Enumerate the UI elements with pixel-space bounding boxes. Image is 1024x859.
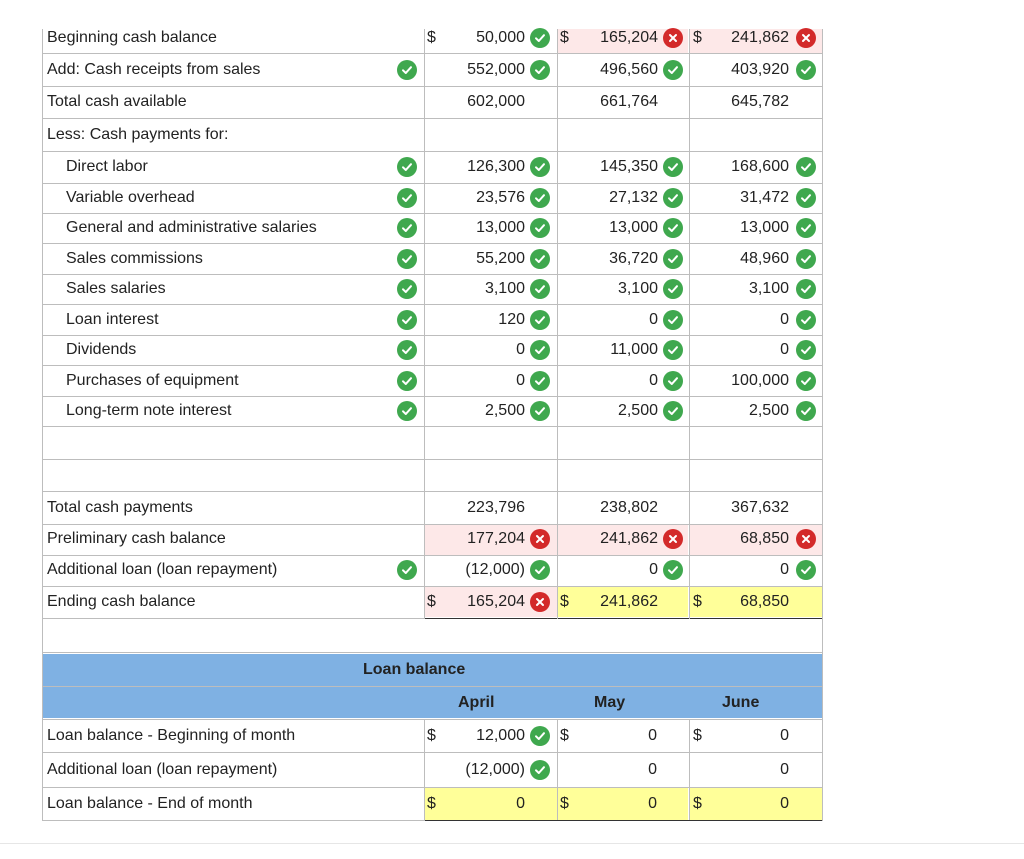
month-header-april: April: [458, 694, 495, 711]
value-cell[interactable]: 48,960: [740, 250, 789, 267]
grid-line-h: [42, 555, 823, 556]
row-label: Sales salaries: [66, 280, 166, 297]
value-cell[interactable]: 2,500: [617, 402, 658, 419]
grid-line-h: [42, 243, 823, 244]
value-cell[interactable]: 645,782: [731, 93, 789, 110]
value-cell[interactable]: 3,100: [748, 280, 789, 297]
cross-icon: [530, 529, 550, 549]
row-label: Additional loan (loan repayment): [47, 561, 278, 578]
check-icon: [796, 218, 816, 238]
value-cell[interactable]: 602,000: [467, 93, 525, 110]
currency-symbol: $: [693, 29, 702, 46]
grid-line-h: [42, 335, 823, 336]
grid-line-h: [42, 183, 823, 184]
check-icon: [796, 279, 816, 299]
value-cell[interactable]: 2,500: [484, 402, 525, 419]
value-cell[interactable]: 223,796: [467, 499, 525, 516]
check-icon: [530, 560, 550, 580]
check-icon: [796, 560, 816, 580]
grid-line-h: [42, 459, 823, 460]
value-cell[interactable]: 23,576: [476, 189, 525, 206]
grid-line-v: [42, 29, 43, 821]
value-cell[interactable]: (12,000): [465, 561, 525, 578]
check-icon: [530, 28, 550, 48]
grid-line-h: [42, 426, 823, 427]
value-cell[interactable]: 55,200: [476, 250, 525, 267]
row-label: Variable overhead: [66, 189, 195, 206]
row-label: Loan interest: [66, 311, 159, 328]
value-cell[interactable]: 0: [649, 311, 658, 328]
grid-line-h: [42, 396, 823, 397]
value-cell[interactable]: 165,204: [467, 593, 525, 610]
row-label: Purchases of equipment: [66, 372, 239, 389]
value-cell[interactable]: 3,100: [484, 280, 525, 297]
value-cell[interactable]: 0: [649, 561, 658, 578]
currency-symbol: $: [560, 795, 569, 812]
grid-line-h: [42, 365, 823, 366]
check-icon: [796, 310, 816, 330]
value-cell[interactable]: (12,000): [465, 761, 525, 778]
value-cell[interactable]: 100,000: [731, 372, 789, 389]
cross-icon: [796, 529, 816, 549]
value-cell[interactable]: 68,850: [740, 530, 789, 547]
check-icon: [796, 157, 816, 177]
cross-icon: [530, 592, 550, 612]
value-cell[interactable]: 0: [516, 795, 525, 812]
row-label: Preliminary cash balance: [47, 530, 226, 547]
value-cell[interactable]: 165,204: [600, 29, 658, 46]
value-cell[interactable]: 11,000: [610, 341, 658, 358]
value-cell[interactable]: 552,000: [467, 61, 525, 78]
check-icon: [397, 560, 417, 580]
value-cell[interactable]: 168,600: [731, 158, 789, 175]
value-cell[interactable]: 177,204: [467, 530, 525, 547]
row-label: Total cash available: [47, 93, 187, 110]
value-cell[interactable]: 0: [780, 761, 789, 778]
currency-symbol: $: [560, 29, 569, 46]
value-cell[interactable]: 0: [780, 727, 789, 744]
grid-line-h: [42, 652, 823, 653]
value-cell[interactable]: 0: [648, 795, 657, 812]
check-icon: [397, 279, 417, 299]
value-cell[interactable]: 13,000: [740, 219, 789, 236]
cross-icon: [796, 28, 816, 48]
currency-symbol: $: [427, 593, 436, 610]
check-icon: [397, 340, 417, 360]
check-icon: [530, 157, 550, 177]
loan-balance-title: Loan balance: [363, 661, 466, 678]
check-icon: [397, 371, 417, 391]
grid-line-h: [42, 274, 823, 275]
row-label: Add: Cash receipts from sales: [47, 61, 261, 78]
check-icon: [397, 218, 417, 238]
value-cell[interactable]: 31,472: [740, 189, 789, 206]
grid-line-h: [42, 53, 823, 54]
check-icon: [796, 249, 816, 269]
grid-line-h: [42, 86, 823, 87]
page-divider: [0, 843, 1024, 844]
row-label: Long-term note interest: [66, 402, 232, 419]
value-cell[interactable]: 68,850: [740, 593, 789, 610]
currency-symbol: $: [427, 727, 436, 744]
check-icon: [530, 60, 550, 80]
check-icon: [397, 249, 417, 269]
grid-line-h: [42, 787, 823, 788]
row-label: Loan balance - End of month: [47, 795, 253, 812]
value-cell[interactable]: 3,100: [617, 280, 658, 297]
value-cell[interactable]: 0: [780, 341, 789, 358]
grid-line-v: [822, 29, 823, 821]
row-label: Sales commissions: [66, 250, 203, 267]
grid-line-h: [42, 118, 823, 119]
value-cell[interactable]: 496,560: [600, 61, 658, 78]
check-icon: [530, 401, 550, 421]
check-icon: [530, 371, 550, 391]
row-label: General and administrative salaries: [66, 219, 317, 236]
check-icon: [530, 340, 550, 360]
grid-line-h: [42, 304, 823, 305]
check-icon: [530, 188, 550, 208]
value-cell[interactable]: 120: [498, 311, 525, 328]
check-icon: [796, 371, 816, 391]
check-icon: [530, 218, 550, 238]
loan-month-header-bar: [42, 687, 822, 718]
month-header-may: May: [594, 694, 626, 711]
currency-symbol: $: [693, 727, 702, 744]
value-cell[interactable]: 0: [780, 311, 789, 328]
check-icon: [796, 340, 816, 360]
row-label: Ending cash balance: [47, 593, 196, 610]
grid-line-h: [42, 151, 823, 152]
value-cell[interactable]: 403,920: [731, 61, 789, 78]
row-label: Dividends: [66, 341, 137, 358]
check-icon: [530, 279, 550, 299]
value-cell[interactable]: 367,632: [731, 499, 789, 516]
row-label: Less: Cash payments for:: [47, 126, 229, 143]
value-cell[interactable]: 126,300: [467, 158, 525, 175]
value-cell[interactable]: 145,350: [600, 158, 658, 175]
grid-line-h: [42, 686, 823, 687]
currency-symbol: $: [693, 795, 702, 812]
value-cell[interactable]: 661,764: [600, 93, 658, 110]
value-cell[interactable]: 0: [649, 372, 658, 389]
grid-line-h: [425, 820, 823, 821]
value-cell[interactable]: 0: [780, 795, 789, 812]
currency-symbol: $: [427, 795, 436, 812]
value-cell[interactable]: 0: [648, 727, 657, 744]
month-header-june: June: [722, 694, 760, 711]
value-cell[interactable]: 238,802: [600, 499, 658, 516]
row-label: Total cash payments: [47, 499, 193, 516]
value-cell[interactable]: 36,720: [609, 250, 658, 267]
check-icon: [397, 60, 417, 80]
grid-line-h: [425, 618, 823, 619]
grid-line-h: [42, 586, 823, 587]
grid-line-h: [42, 491, 823, 492]
value-cell[interactable]: 12,000: [476, 727, 525, 744]
value-cell[interactable]: 241,862: [731, 29, 789, 46]
value-cell[interactable]: 27,132: [609, 189, 658, 206]
check-icon: [397, 401, 417, 421]
value-cell[interactable]: 0: [516, 341, 525, 358]
value-cell[interactable]: 241,862: [600, 593, 658, 610]
currency-symbol: $: [693, 593, 702, 610]
grid-line-h: [42, 719, 823, 720]
value-cell[interactable]: 0: [648, 761, 657, 778]
check-icon: [796, 60, 816, 80]
row-label: Loan balance - Beginning of month: [47, 727, 296, 744]
check-icon: [530, 310, 550, 330]
currency-symbol: $: [560, 593, 569, 610]
value-cell[interactable]: 13,000: [609, 219, 658, 236]
grid-line-h: [42, 213, 823, 214]
value-cell[interactable]: 0: [516, 372, 525, 389]
currency-symbol: $: [560, 727, 569, 744]
check-icon: [397, 188, 417, 208]
check-icon: [530, 249, 550, 269]
value-cell[interactable]: 241,862: [600, 530, 658, 547]
value-cell[interactable]: 50,000: [476, 29, 525, 46]
value-cell[interactable]: 2,500: [748, 402, 789, 419]
check-icon: [397, 157, 417, 177]
row-label: Direct labor: [66, 158, 148, 175]
row-label: Additional loan (loan repayment): [47, 761, 278, 778]
check-icon: [796, 188, 816, 208]
check-icon: [796, 401, 816, 421]
grid-line-h: [42, 524, 823, 525]
currency-symbol: $: [427, 29, 436, 46]
value-cell[interactable]: 0: [780, 561, 789, 578]
grid-line-h: [42, 752, 823, 753]
row-label: Beginning cash balance: [47, 29, 217, 46]
value-cell[interactable]: 13,000: [476, 219, 525, 236]
check-icon: [397, 310, 417, 330]
